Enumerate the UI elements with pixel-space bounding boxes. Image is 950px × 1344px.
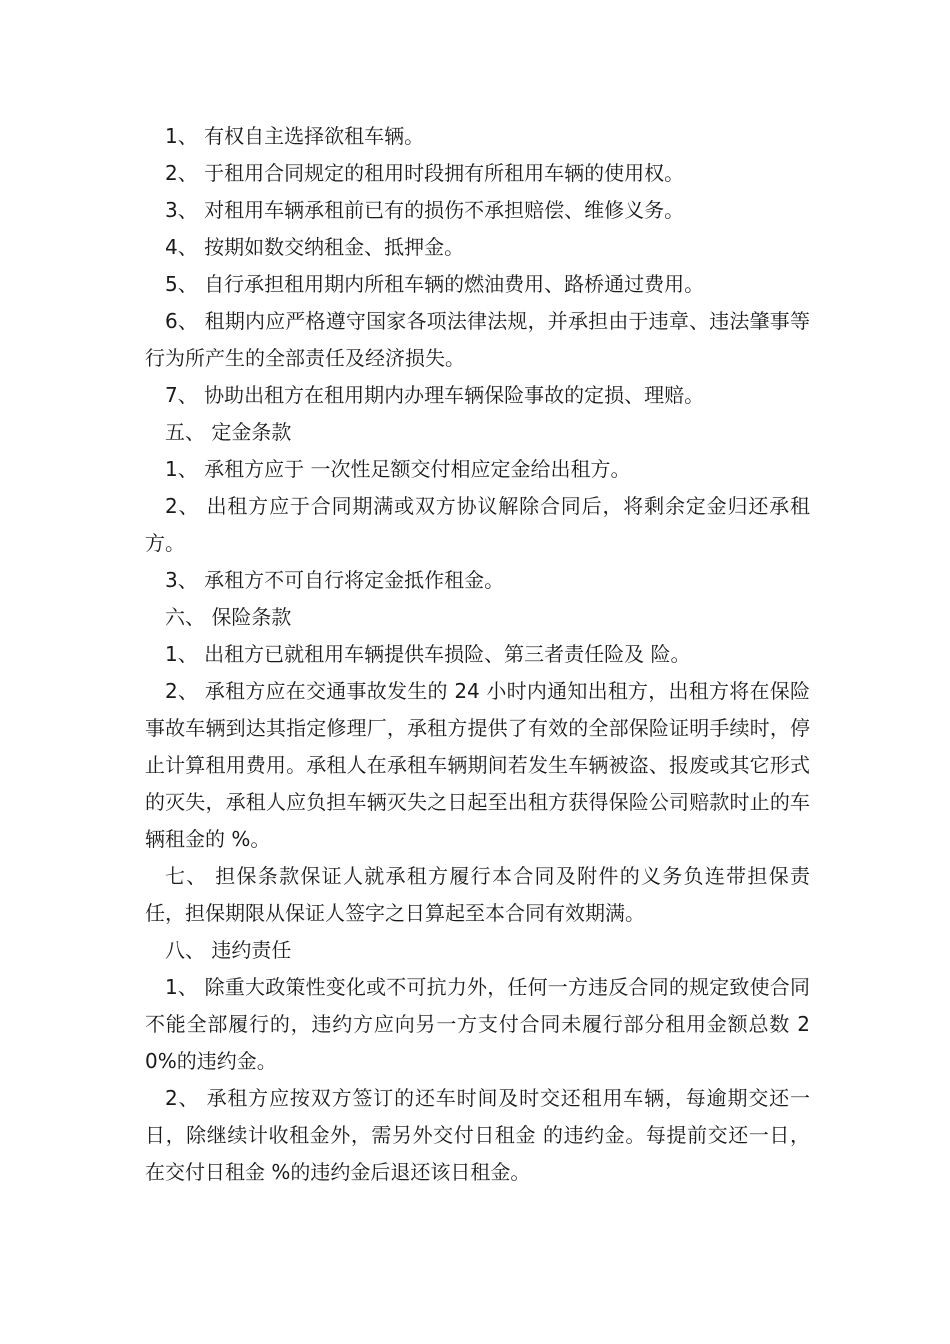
clause-4-item-4: 4、 按期如数交纳租金、抵押金。: [165, 235, 465, 259]
clause-6-item-1: 1、 出租方已就租用车辆提供车损险、第三者责任险及 险。: [165, 642, 691, 666]
section-heading-liability: 八、 违约责任: [165, 938, 292, 962]
clause-4-item-6: 6、 租期内应严格遵守国家各项法律法规，并承担由于违章、违法肇事等行为所产生的全部责任及经济损失。: [145, 309, 810, 370]
section-guarantee: 七、 担保条款保证人就承租方履行本合同及附件的义务负连带担保责任，担保期限从保证人签字之日算起至本合同有效期满。: [145, 864, 810, 925]
document-body: [145, 118, 810, 1191]
clause-5-item-3: 3、 承租方不可自行将定金抵作租金。: [165, 568, 505, 592]
clause-4-item-7: 7、 协助出租方在租用期内办理车辆保险事故的定损、理赔。: [165, 383, 705, 407]
clause-8-item-2: 2、 承租方应按双方签订的还车时间及时交还租用车辆，每逾期交还一日，除继续计收租金外，需另外交付日租金 的违约金。每提前交还一日，在交付日租金 %的违约金后退还该日租金。: [145, 1086, 810, 1184]
clause-5-item-1: 1、 承租方应于 一次性足额交付相应定金给出租方。: [165, 457, 631, 481]
clause-4-item-2: 2、 于租用合同规定的租用时段拥有所租用车辆的使用权。: [165, 161, 685, 185]
clause-4-item-3: 3、 对租用车辆承租前已有的损伤不承担赔偿、维修义务。: [165, 198, 685, 222]
clause-5-item-2: 2、 出租方应于合同期满或双方协议解除合同后，将剩余定金归还承租方。: [145, 494, 810, 555]
clause-6-item-2: 2、 承租方应在交通事故发生的 24 小时内通知出租方，出租方将在保险事故车辆到达其指定修理厂，承租方提供了有效的全部保险证明手续时，停止计算租用费用。承租人在承租车辆期间若发生车辆被盗、报废或其它形式的灭失，承租人应负担车辆灭失之日起至出租方获得保险公司赔款时止的车辆租金的 %。: [145, 679, 810, 851]
clause-4-item-1: 1、 有权自主选择欲租车辆。: [165, 124, 425, 148]
clause-4-item-5: 5、 自行承担租用期内所租车辆的燃油费用、路桥通过费用。: [165, 272, 705, 296]
section-heading-deposit: 五、 定金条款: [165, 420, 292, 444]
clause-8-item-1: 1、 除重大政策性变化或不可抗力外，任何一方违反合同的规定致使合同不能全部履行的，违约方应向另一方支付合同未履行部分租用金额总数 20%的违约金。: [145, 975, 810, 1073]
section-heading-insurance: 六、 保险条款: [165, 605, 292, 629]
